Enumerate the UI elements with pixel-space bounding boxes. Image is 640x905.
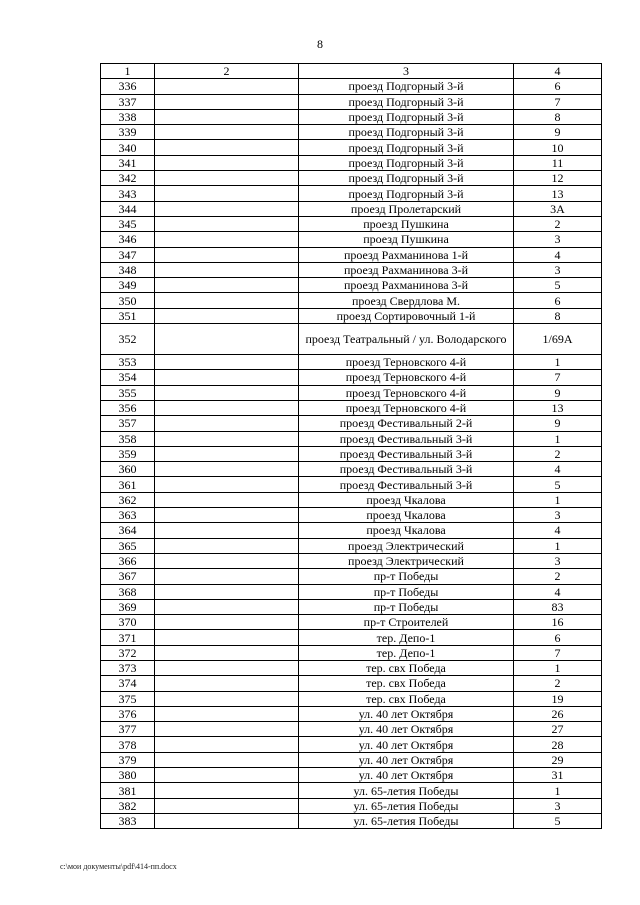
house-number-cell: 5 — [514, 813, 602, 828]
column-2-cell — [155, 155, 299, 170]
street-cell: проезд Пушкина — [299, 232, 514, 247]
column-2-cell — [155, 355, 299, 370]
column-2-cell — [155, 431, 299, 446]
table-row — [101, 262, 602, 277]
street-cell: проезд Пролетарский — [299, 201, 514, 216]
column-2-cell — [155, 538, 299, 553]
table-row — [101, 813, 602, 828]
row-number-cell: 345 — [101, 216, 155, 231]
house-number-cell: 29 — [514, 752, 602, 767]
row-number-cell: 375 — [101, 691, 155, 706]
row-number-cell: 350 — [101, 293, 155, 308]
street-cell: проезд Театральный / ул. Володарского — [299, 324, 514, 355]
house-number-cell: 31 — [514, 768, 602, 783]
column-2-cell — [155, 676, 299, 691]
column-header-1: 1 — [101, 64, 155, 79]
street-cell: ул. 40 лет Октября — [299, 722, 514, 737]
row-number-cell: 343 — [101, 186, 155, 201]
column-2-cell — [155, 752, 299, 767]
row-number-cell: 381 — [101, 783, 155, 798]
table-row — [101, 94, 602, 109]
column-2-cell — [155, 768, 299, 783]
table-row — [101, 691, 602, 706]
house-number-cell: 13 — [514, 400, 602, 415]
row-number-cell: 366 — [101, 553, 155, 568]
table-row — [101, 553, 602, 568]
row-number-cell: 356 — [101, 400, 155, 415]
row-number-cell: 363 — [101, 508, 155, 523]
table-row — [101, 660, 602, 675]
street-cell: проезд Подгорный 3-й — [299, 94, 514, 109]
column-2-cell — [155, 599, 299, 614]
table-row — [101, 446, 602, 461]
house-number-cell: 3 — [514, 508, 602, 523]
address-table — [100, 63, 602, 829]
table-row — [101, 216, 602, 231]
row-number-cell: 360 — [101, 462, 155, 477]
column-2-cell — [155, 645, 299, 660]
house-number-cell: 3 — [514, 798, 602, 813]
row-number-cell: 352 — [101, 324, 155, 355]
house-number-cell: 6 — [514, 79, 602, 94]
table-row — [101, 722, 602, 737]
table-row — [101, 431, 602, 446]
table-row — [101, 630, 602, 645]
house-number-cell: 4 — [514, 523, 602, 538]
house-number-cell: 2 — [514, 676, 602, 691]
table-row — [101, 109, 602, 124]
row-number-cell: 368 — [101, 584, 155, 599]
row-number-cell: 365 — [101, 538, 155, 553]
row-number-cell: 357 — [101, 416, 155, 431]
column-2-cell — [155, 492, 299, 507]
street-cell: тер. свх Победа — [299, 676, 514, 691]
column-2-cell — [155, 308, 299, 323]
table-row — [101, 508, 602, 523]
house-number-cell: 5 — [514, 278, 602, 293]
house-number-cell: 8 — [514, 109, 602, 124]
street-cell: тер. свх Победа — [299, 691, 514, 706]
row-number-cell: 362 — [101, 492, 155, 507]
house-number-cell: 1 — [514, 492, 602, 507]
row-number-cell: 372 — [101, 645, 155, 660]
row-number-cell: 339 — [101, 125, 155, 140]
row-number-cell: 354 — [101, 370, 155, 385]
column-2-cell — [155, 186, 299, 201]
table-row — [101, 232, 602, 247]
column-2-cell — [155, 553, 299, 568]
table-row — [101, 752, 602, 767]
row-number-cell: 341 — [101, 155, 155, 170]
house-number-cell: 3А — [514, 201, 602, 216]
house-number-cell: 7 — [514, 645, 602, 660]
street-cell: проезд Подгорный 3-й — [299, 186, 514, 201]
street-cell: проезд Фестивальный 2-й — [299, 416, 514, 431]
table-row — [101, 140, 602, 155]
row-number-cell: 383 — [101, 813, 155, 828]
street-cell: пр-т Строителей — [299, 615, 514, 630]
row-number-cell: 336 — [101, 79, 155, 94]
table-row — [101, 155, 602, 170]
table-row — [101, 676, 602, 691]
street-cell: проезд Электрический — [299, 538, 514, 553]
street-cell: проезд Подгорный 3-й — [299, 140, 514, 155]
table-row — [101, 79, 602, 94]
row-number-cell: 364 — [101, 523, 155, 538]
row-number-cell: 379 — [101, 752, 155, 767]
row-number-cell: 346 — [101, 232, 155, 247]
street-cell: проезд Пушкина — [299, 216, 514, 231]
street-cell: проезд Сортировочный 1-й — [299, 308, 514, 323]
table-row — [101, 492, 602, 507]
row-number-cell: 369 — [101, 599, 155, 614]
column-2-cell — [155, 140, 299, 155]
table-row — [101, 584, 602, 599]
table-row — [101, 768, 602, 783]
table-row — [101, 645, 602, 660]
column-2-cell — [155, 737, 299, 752]
street-cell: проезд Подгорный 3-й — [299, 155, 514, 170]
row-number-cell: 380 — [101, 768, 155, 783]
street-cell: ул. 40 лет Октября — [299, 752, 514, 767]
row-number-cell: 337 — [101, 94, 155, 109]
house-number-cell: 9 — [514, 385, 602, 400]
house-number-cell: 9 — [514, 416, 602, 431]
column-2-cell — [155, 109, 299, 124]
table-row — [101, 293, 602, 308]
house-number-cell: 19 — [514, 691, 602, 706]
column-header-4: 4 — [514, 64, 602, 79]
row-number-cell: 374 — [101, 676, 155, 691]
column-2-cell — [155, 278, 299, 293]
table-body — [101, 79, 602, 829]
house-number-cell: 6 — [514, 630, 602, 645]
column-2-cell — [155, 79, 299, 94]
table-row — [101, 324, 602, 355]
table-row — [101, 798, 602, 813]
column-2-cell — [155, 216, 299, 231]
street-cell: проезд Подгорный 3-й — [299, 171, 514, 186]
column-2-cell — [155, 462, 299, 477]
column-2-cell — [155, 293, 299, 308]
table-row — [101, 783, 602, 798]
street-cell: проезд Свердлова М. — [299, 293, 514, 308]
house-number-cell: 4 — [514, 462, 602, 477]
column-2-cell — [155, 385, 299, 400]
street-cell: проезд Чкалова — [299, 492, 514, 507]
table-row — [101, 523, 602, 538]
street-cell: ул. 40 лет Октября — [299, 768, 514, 783]
house-number-cell: 4 — [514, 584, 602, 599]
column-2-cell — [155, 416, 299, 431]
street-cell: проезд Фестивальный 3-й — [299, 446, 514, 461]
house-number-cell: 3 — [514, 232, 602, 247]
street-cell: проезд Подгорный 3-й — [299, 79, 514, 94]
house-number-cell: 1 — [514, 431, 602, 446]
street-cell: проезд Подгорный 3-й — [299, 125, 514, 140]
row-number-cell: 349 — [101, 278, 155, 293]
house-number-cell: 4 — [514, 247, 602, 262]
table-row — [101, 737, 602, 752]
table-row — [101, 201, 602, 216]
row-number-cell: 370 — [101, 615, 155, 630]
table-row — [101, 400, 602, 415]
column-2-cell — [155, 584, 299, 599]
house-number-cell: 7 — [514, 94, 602, 109]
table-row — [101, 615, 602, 630]
street-cell: проезд Рахманинова 3-й — [299, 278, 514, 293]
house-number-cell: 7 — [514, 370, 602, 385]
house-number-cell: 2 — [514, 216, 602, 231]
table-row — [101, 538, 602, 553]
house-number-cell: 5 — [514, 477, 602, 492]
column-header-2: 2 — [155, 64, 299, 79]
column-2-cell — [155, 370, 299, 385]
table-row — [101, 477, 602, 492]
house-number-cell: 8 — [514, 308, 602, 323]
column-2-cell — [155, 615, 299, 630]
street-cell: проезд Фестивальный 3-й — [299, 462, 514, 477]
column-2-cell — [155, 125, 299, 140]
row-number-cell: 382 — [101, 798, 155, 813]
row-number-cell: 348 — [101, 262, 155, 277]
column-2-cell — [155, 477, 299, 492]
column-header-3: 3 — [299, 64, 514, 79]
table-row — [101, 569, 602, 584]
table-row — [101, 186, 602, 201]
house-number-cell: 13 — [514, 186, 602, 201]
row-number-cell: 338 — [101, 109, 155, 124]
street-cell: проезд Рахманинова 3-й — [299, 262, 514, 277]
footer-file-path: c:\мои документы\pdf\414-пп.docx — [60, 862, 177, 871]
house-number-cell: 28 — [514, 737, 602, 752]
row-number-cell: 378 — [101, 737, 155, 752]
row-number-cell: 377 — [101, 722, 155, 737]
row-number-cell: 355 — [101, 385, 155, 400]
table-row — [101, 385, 602, 400]
column-2-cell — [155, 171, 299, 186]
street-cell: проезд Терновского 4-й — [299, 370, 514, 385]
row-number-cell: 376 — [101, 706, 155, 721]
house-number-cell: 83 — [514, 599, 602, 614]
house-number-cell: 1 — [514, 660, 602, 675]
house-number-cell: 1 — [514, 783, 602, 798]
table-header-row — [101, 64, 602, 79]
house-number-cell: 1 — [514, 355, 602, 370]
column-2-cell — [155, 630, 299, 645]
table-row — [101, 125, 602, 140]
house-number-cell: 2 — [514, 569, 602, 584]
street-cell: тер. Депо-1 — [299, 630, 514, 645]
column-2-cell — [155, 523, 299, 538]
column-2-cell — [155, 691, 299, 706]
table-row — [101, 278, 602, 293]
column-2-cell — [155, 400, 299, 415]
table-row — [101, 308, 602, 323]
table-row — [101, 355, 602, 370]
row-number-cell: 340 — [101, 140, 155, 155]
column-2-cell — [155, 247, 299, 262]
street-cell: ул. 65-летия Победы — [299, 813, 514, 828]
column-2-cell — [155, 798, 299, 813]
page-number: 8 — [317, 37, 323, 51]
house-number-cell: 16 — [514, 615, 602, 630]
column-2-cell — [155, 446, 299, 461]
street-cell: тер. свх Победа — [299, 660, 514, 675]
street-cell: ул. 40 лет Октября — [299, 737, 514, 752]
house-number-cell: 6 — [514, 293, 602, 308]
column-2-cell — [155, 722, 299, 737]
street-cell: проезд Терновского 4-й — [299, 355, 514, 370]
row-number-cell: 371 — [101, 630, 155, 645]
table-row — [101, 247, 602, 262]
column-2-cell — [155, 569, 299, 584]
table-row — [101, 370, 602, 385]
table-row — [101, 599, 602, 614]
house-number-cell: 10 — [514, 140, 602, 155]
street-cell: проезд Терновского 4-й — [299, 400, 514, 415]
column-2-cell — [155, 94, 299, 109]
column-2-cell — [155, 262, 299, 277]
row-number-cell: 358 — [101, 431, 155, 446]
street-cell: ул. 40 лет Октября — [299, 706, 514, 721]
column-2-cell — [155, 508, 299, 523]
row-number-cell: 359 — [101, 446, 155, 461]
street-cell: проезд Чкалова — [299, 508, 514, 523]
row-number-cell: 373 — [101, 660, 155, 675]
column-2-cell — [155, 706, 299, 721]
row-number-cell: 344 — [101, 201, 155, 216]
row-number-cell: 342 — [101, 171, 155, 186]
house-number-cell: 1/69А — [514, 324, 602, 355]
house-number-cell: 3 — [514, 262, 602, 277]
column-2-cell — [155, 201, 299, 216]
house-number-cell: 12 — [514, 171, 602, 186]
house-number-cell: 27 — [514, 722, 602, 737]
column-2-cell — [155, 783, 299, 798]
house-number-cell: 9 — [514, 125, 602, 140]
row-number-cell: 367 — [101, 569, 155, 584]
table-row — [101, 706, 602, 721]
column-2-cell — [155, 813, 299, 828]
street-cell: проезд Чкалова — [299, 523, 514, 538]
row-number-cell: 353 — [101, 355, 155, 370]
street-cell: пр-т Победы — [299, 584, 514, 599]
house-number-cell: 11 — [514, 155, 602, 170]
table-row — [101, 416, 602, 431]
row-number-cell: 351 — [101, 308, 155, 323]
street-cell: ул. 65-летия Победы — [299, 783, 514, 798]
table-row — [101, 171, 602, 186]
house-number-cell: 2 — [514, 446, 602, 461]
row-number-cell: 347 — [101, 247, 155, 262]
street-cell: проезд Фестивальный 3-й — [299, 431, 514, 446]
row-number-cell: 361 — [101, 477, 155, 492]
street-cell: проезд Рахманинова 1-й — [299, 247, 514, 262]
street-cell: проезд Подгорный 3-й — [299, 109, 514, 124]
house-number-cell: 26 — [514, 706, 602, 721]
street-cell: проезд Терновского 4-й — [299, 385, 514, 400]
street-cell: пр-т Победы — [299, 569, 514, 584]
column-2-cell — [155, 660, 299, 675]
column-2-cell — [155, 232, 299, 247]
street-cell: тер. Депо-1 — [299, 645, 514, 660]
table-row — [101, 462, 602, 477]
street-cell: проезд Фестивальный 3-й — [299, 477, 514, 492]
column-2-cell — [155, 324, 299, 355]
street-cell: пр-т Победы — [299, 599, 514, 614]
house-number-cell: 3 — [514, 553, 602, 568]
street-cell: ул. 65-летия Победы — [299, 798, 514, 813]
house-number-cell: 1 — [514, 538, 602, 553]
street-cell: проезд Электрический — [299, 553, 514, 568]
